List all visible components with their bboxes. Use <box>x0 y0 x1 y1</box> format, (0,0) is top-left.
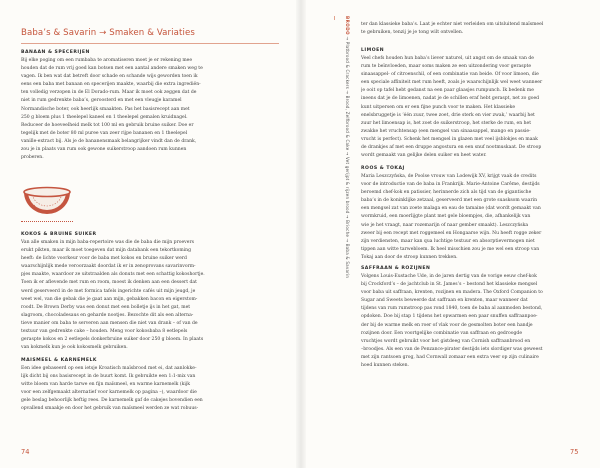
body-line: Reduceer de hoeveelheid melk tot 100 ml en gebruik bruine suiker. Doe er <box>21 122 194 128</box>
body-line: Bij elke poging om een rumbaba te aromatiseren moet je er rekening mee <box>21 58 193 63</box>
body-line: baba’s in de koninklijke zetzaal, geserveerd met een grote suasksom waarin <box>361 198 538 204</box>
section-body-roos <box>361 173 587 262</box>
body-line: zwakke het vruchtensap (een mengsel van sinaasappel, mango en passie- <box>361 128 531 134</box>
section-heading-kokos: KOKOS & BRUINE SUIKER <box>21 232 97 237</box>
intro-paragraph <box>361 21 587 37</box>
body-line: lijk dicht bij ons basisrecept in de buurt komt. Ik gebruikte een 1:1-mix van <box>21 374 196 380</box>
body-line: slagroom, chocoladesaus en geharde nootjes. Bezochte dit als een alterna- <box>21 312 194 318</box>
body-line: kunt uitpersen om er een fijne punch voor te maken. Het klassieke <box>361 104 516 110</box>
sidebar-brand: BRODO <box>345 16 350 36</box>
body-line: niet in rum gedrenkte baba’s, geroosterd en met een vleugje karamel <box>21 98 182 104</box>
body-line: proberen. <box>21 155 44 161</box>
section-heading-banaan: BANAAN & SPECERIJEN <box>21 50 90 55</box>
body-line: weet wel, van die gebak die je gaat aan mijn, gebakken bacon en eigerstom- <box>21 296 198 302</box>
body-line: roodt. De Brown Derby was een donut met een bolletje ijs in het gat, met <box>21 304 191 310</box>
body-line: heeft: de lichte voorkeur voor de baba met kokos en bruine suiker werd <box>21 256 187 262</box>
body-line: 250 g bloem plus 1 theelepel kaneel en 1 theelepel gemalen kruidnagel. <box>21 114 188 120</box>
page-number: 74 <box>21 448 30 456</box>
body-line: zou je in plaats van rum ook gewone suikerstroop aandoen rum kunnen <box>21 147 187 153</box>
body-line: tippen aan witte tarwebloem. Ik heel misschien zou je me wel een stroop van <box>361 246 540 252</box>
section-body-banaan <box>21 57 279 162</box>
illustration-rule <box>21 221 73 222</box>
body-line: Veel chefs houden hun baba’s liever naturel, uit angst om de smaak van de <box>361 56 534 61</box>
body-line: rozijnen door. Een voortgelijke combinatie van saffraan en gedroogde <box>361 330 523 336</box>
body-line: te gebruiken, tenzij je je tong wilt ontvellen. <box>361 30 464 36</box>
body-line: zuur het limoensap is, het zoet de suikerstroop, het sterke de rum, en het <box>361 120 532 126</box>
body-line: Sugar and Sweets beweerde dat saffraan en krenten, maar wanneer dat <box>361 298 528 304</box>
body-line: vruchtjes wordt gebruikt voor het gistdeeg van Cornish saffraanbrood en <box>361 338 531 344</box>
body-line: wie je het vraagt, naar rozemarijn of naar gember smaakt). Leszczyńska <box>361 222 529 228</box>
body-line: Toen ik er aflevende met rum en room, moest ik denken aan een dessert dat <box>21 280 197 286</box>
body-line: een speciale affiniteit met rum heeft, zoals je waarschijnlijk wel weet wanneer <box>361 80 543 86</box>
section-body-kokos <box>21 239 279 352</box>
body-line: opvallend smaakje en door het gebruik van maïsmeel werden ze wat robuus- <box>21 406 199 412</box>
body-line: ineens dat je de limoenen, nadat je de schillen eraf hebt geraspt, net zo goed <box>361 96 540 102</box>
body-line: eens een baba met banaan en specerijen maakte, waarbij die extra ingrediën- <box>21 82 201 88</box>
body-line: vanille-extract bij. Als je de bananensmaak belangrijker vindt dan de drank, <box>21 138 197 144</box>
body-line: ter dan klassieke baba’s. Laat je echter niet verleiden om uitsluitend maïsmeel <box>361 22 544 27</box>
body-line: textuur van gedrenkte cake – houden. Meng voor kokosbaba 8 eetlepels <box>21 329 188 335</box>
body-line: opdoken. Doe bij stap 1 tijdens het opwarmen een paar snuffen saffraanpoe- <box>361 314 538 320</box>
sidebar-rule <box>334 16 335 20</box>
body-line: Tokaj aan door de stroop kunnen trekken. <box>361 254 458 260</box>
body-line: bij Crockford’s – de jachtclub in St. James’s – bestond het klassieke mengsel <box>361 282 538 288</box>
body-line: tijdens van rum rumstroop pas rond 1840, toen de baba al aanmoden bestond, <box>361 306 543 312</box>
body-line: voor de introductie van de baba in Frankrijk. Marie-Antoine Carême, destijds <box>361 182 540 188</box>
section-heading-roos: ROOS & TOKAJ <box>361 166 405 171</box>
body-line: werd geserveerd in de met formica tafels ingerichte cafés uit mijn jeugd, je <box>21 288 196 294</box>
body-line: –broodjes. Als een van de Penzance-pirater destijds iets slordiger was geweest <box>361 346 543 352</box>
body-line: sinaasappel- of citroenschil, of een combinatie van beide. Of voor limoen, die <box>361 72 539 78</box>
sidebar-text <box>345 16 350 278</box>
section-heading-saffraan: SAFFRAAN & ROZIJNEN <box>361 266 431 271</box>
body-line: vrucht is perfect). Schenk het mengsel in glazen met veel ijsblokjes en maak <box>361 136 538 142</box>
body-line: Normandische boter, ook heerlijk smaakten. Pas het basisrecept aan met <box>21 106 190 112</box>
section-body-saffraan <box>361 273 587 370</box>
page-title: Baba’s & Savarin → Smaken & Variaties <box>21 28 195 38</box>
body-line: ten volledig verzopen in de El Dorado-rum. Maar ik moet ook zeggen dat de <box>21 90 197 96</box>
body-line: van kokmelk kun je ook kokosmelk gebruiken. <box>21 345 128 351</box>
sidebar-path: → Platbrood & Crackers → Brood, Zelfbrood & Cake → Vet gerijpt & rijzen brood → Brioche → Baba & Savarin <box>345 36 350 279</box>
body-line: enelsbruggetje is ‘één zuur, twee zoet, drie sterk en vier zwak,’ waarbij het <box>361 112 535 118</box>
body-line: witte bloem van harde tarwe en fijn maïsmeel, en warme karnemelk (kijk <box>21 382 191 388</box>
body-line: hoed kunnen steken. <box>361 363 409 369</box>
body-line: zijn verdiensten, maar kan qua luchtige textuur en absorptievermogen niet <box>361 238 535 244</box>
book-gutter <box>296 0 306 468</box>
body-line: erukt pikten, maar ik moet toegeven dat mijn databank een tekortkoming <box>21 248 192 254</box>
body-line: een mengsel zat van zoete malaga en eau de tamaine (dat wordt gemaakt van <box>361 206 541 212</box>
body-line: Een idee gebaseerd op een ietsje Kroatisch maïsbrood met ei, dat aanlokke- <box>21 366 197 371</box>
body-line: houden dat de rum vrij goed kan botsen met een aantal andere smaken weg te <box>21 66 203 72</box>
section-heading-maismeel: MAISMEEL & KARNEMELK <box>21 358 97 363</box>
body-line: Volgens Louis-Eustache Ude, in de jaren dertig van de vorige eeuw chef-kok <box>361 274 537 279</box>
body-line: beroemd chef-kok en patissier, herinnerde zich als tijd van de gigantische <box>361 190 532 196</box>
body-line: der bij de warme melk en roer of vlak voor de gesmolten boter een handje <box>361 322 533 328</box>
section-heading-limoen: LIMOEN <box>361 48 385 53</box>
body-line: geraspte kokos en 2 eetlepels donkerbruine suiker door 250 g bloem. In plaats <box>21 337 204 343</box>
body-line: met zijn rantsoen grog, had Cornwall zomaar een extra veer op zijn culinaire <box>361 354 539 360</box>
section-body-limoen <box>361 55 587 160</box>
body-line: wormkruid, een moerlijgte plant met gele bloempjes, die, afhankelijk van <box>361 214 531 220</box>
body-line: vagen. Ik ben wat dat betreft door schade en schande wijs geworden toen ik <box>21 74 198 80</box>
body-line: waarschijnlijk mede veroorzaakt doordat ik er in zenoprovans savarinvorm- <box>21 264 196 270</box>
body-line: zweer bij een recept met roggemeel en Hongaarse wijn. Nu heeft rogge zeker <box>361 230 542 236</box>
body-line: voor een zelfgemaakt alternatief voor karnemelk op pagina –), waardoor die <box>21 390 197 396</box>
body-line: pjes maakte, waardoor ze uitstraalden als donuts met een schattig kokoshortje. <box>21 272 205 278</box>
page-number: 75 <box>570 448 579 456</box>
body-line: je ooit op tafel hebt gedanst na een paar glaasjes rumpunch. Ik bedenk me <box>361 88 534 94</box>
body-line: rum te beïnvloeden, maar soms maken ze een uitzondering voor geraspte <box>361 64 532 70</box>
body-line: tieve manier om baba te serveren aan mensen die niet van drank – of van de <box>21 320 198 326</box>
body-line: tegelijk met de boter 80 ml puree van zeer rijpe bananen en 1 theelepel <box>21 130 188 136</box>
coconut-illustration <box>21 176 73 216</box>
sidebar-breadcrumb <box>338 16 352 346</box>
section-body-maismeel <box>21 365 279 414</box>
body-line: Van alle smaken in mijn baba-repertoire was die de baba die mijn proevers <box>21 240 194 245</box>
title-rule <box>21 43 279 44</box>
body-line: de drankjes af met een druppe angostura en een snuf nootmuskaat. De stroop <box>361 145 542 151</box>
body-line: Maria Leszczyńska, de Poolse vrouw van Lodewijk XV, krijgt vaak de credits <box>361 174 537 179</box>
body-line: wordt gemaakt van gelijke delen suiker en heet water. <box>361 153 487 159</box>
body-line: gele beslag behoorlijk heftig rees. De karnemelk gaf de cakejes bovendien een <box>21 398 203 404</box>
body-line: voor baba uit saffraan, krenten, rozijnen en madera. The Oxford Companion to <box>361 290 543 296</box>
